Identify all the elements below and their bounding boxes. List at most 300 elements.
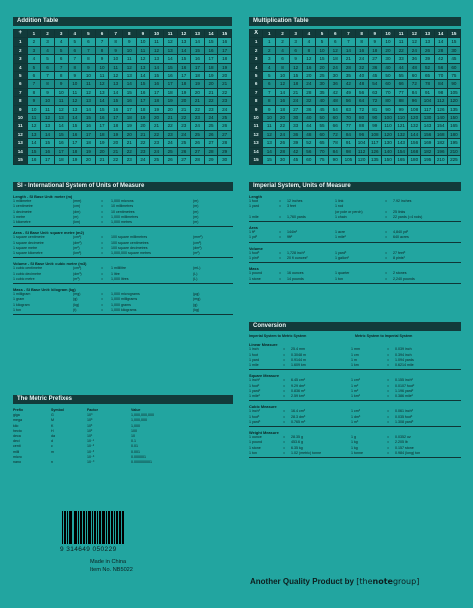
table-cell: 72 bbox=[355, 105, 368, 113]
table-cell: 2 bbox=[27, 38, 41, 46]
table-cell: 24 bbox=[218, 105, 232, 113]
column-header: 10 bbox=[150, 30, 164, 38]
table-cell: 4 bbox=[27, 55, 41, 63]
table-cell: 13 bbox=[150, 55, 164, 63]
table-row bbox=[250, 114, 461, 122]
table-cell: 17 bbox=[123, 105, 137, 113]
table-cell: 72 bbox=[408, 80, 421, 88]
row-header: 5 bbox=[14, 72, 28, 80]
table-cell: 7 bbox=[95, 38, 109, 46]
table-cell: 12 bbox=[329, 46, 342, 54]
table-cell: 15 bbox=[177, 55, 191, 63]
list-item: milli m 10⁻³ 0.001 bbox=[13, 449, 140, 454]
table-cell: 9 bbox=[263, 105, 276, 113]
table-cell: 21 bbox=[123, 139, 137, 147]
table-cell: 144 bbox=[408, 130, 421, 138]
list-item: giga G 10⁹ 1,000,000,000 bbox=[13, 413, 154, 418]
table-cell: 13 bbox=[41, 122, 55, 130]
table-cell: 9 bbox=[54, 80, 68, 88]
table-cell: 11 bbox=[82, 80, 96, 88]
table-cell: 30 bbox=[315, 80, 328, 88]
table-cell: 14 bbox=[191, 38, 205, 46]
table-cell: 39 bbox=[289, 139, 302, 147]
table-cell: 48 bbox=[329, 97, 342, 105]
table-cell: 11 bbox=[109, 63, 123, 71]
table-cell: 45 bbox=[289, 156, 302, 164]
table-cell: 16 bbox=[204, 46, 218, 54]
table-cell: 165 bbox=[447, 122, 460, 130]
table-cell: 40 bbox=[315, 97, 328, 105]
footer-tagline bbox=[250, 577, 419, 586]
table-cell: 126 bbox=[368, 147, 381, 155]
table-cell: 14 bbox=[95, 97, 109, 105]
table-cell: 9 bbox=[109, 46, 123, 54]
table-cell: 6 bbox=[27, 72, 41, 80]
table-cell: 22 bbox=[123, 147, 137, 155]
section-heading: Length - SI Base Unit: meter (m) bbox=[13, 194, 73, 199]
table-cell: 11 bbox=[54, 97, 68, 105]
table-cell: 15 bbox=[191, 46, 205, 54]
table-cell: 99 bbox=[368, 122, 381, 130]
table-cell: 15 bbox=[123, 88, 137, 96]
table-cell: 156 bbox=[408, 139, 421, 147]
row-header: 8 bbox=[250, 97, 263, 105]
table-cell: 195 bbox=[447, 139, 460, 147]
row-header: 6 bbox=[250, 80, 263, 88]
barcode-bar bbox=[76, 511, 77, 544]
table-cell: 24 bbox=[302, 80, 315, 88]
table-cell: 16 bbox=[95, 114, 109, 122]
table-cell: 70 bbox=[315, 147, 328, 155]
row-header: 7 bbox=[14, 88, 28, 96]
list-item: 1 ft² = 144in² 1 acre = 4,840 yd² bbox=[249, 230, 408, 235]
table-cell: 21 bbox=[342, 55, 355, 63]
table-cell: 18 bbox=[276, 105, 289, 113]
table-cell: 36 bbox=[329, 80, 342, 88]
table-cell: 36 bbox=[408, 55, 421, 63]
table-cell: 32 bbox=[302, 97, 315, 105]
table-row bbox=[250, 139, 461, 147]
table-cell: 10 bbox=[381, 38, 394, 46]
barcode-bar bbox=[114, 511, 115, 544]
table-cell: 16 bbox=[163, 72, 177, 80]
table-cell: 14 bbox=[342, 46, 355, 54]
table-cell: 21 bbox=[136, 130, 150, 138]
row-header: 14 bbox=[250, 147, 263, 155]
table-cell: 25 bbox=[191, 130, 205, 138]
table-cell: 84 bbox=[408, 88, 421, 96]
table-cell: 63 bbox=[342, 105, 355, 113]
table-cell: 42 bbox=[342, 80, 355, 88]
table-cell: 17 bbox=[191, 63, 205, 71]
table-row bbox=[14, 122, 232, 130]
list-item: 1 gram (g) = 1,000 milligrams (mg) bbox=[13, 297, 201, 302]
table-cell: 18 bbox=[95, 130, 109, 138]
column-header: 1 bbox=[27, 30, 41, 38]
table-cell: 8 bbox=[41, 80, 55, 88]
table-cell: 10 bbox=[95, 63, 109, 71]
table-cell: 36 bbox=[302, 105, 315, 113]
table-cell: 22 bbox=[204, 97, 218, 105]
table-cell: 96 bbox=[408, 97, 421, 105]
list-item: 1 foot³ = 28.3 dm³ 1 dm³ = 0.035 foot³ bbox=[249, 414, 413, 419]
table-cell: 182 bbox=[434, 139, 447, 147]
column-header: 9 bbox=[136, 30, 150, 38]
list-item: mega M 10⁶ 1,000,000 bbox=[13, 418, 147, 423]
table-cell: 10 bbox=[123, 46, 137, 54]
table-cell: 50 bbox=[315, 114, 328, 122]
table-row bbox=[250, 55, 461, 63]
table-cell: 7 bbox=[82, 46, 96, 54]
list-item: 1 kilogram (kg) = 1,000 grams (g) bbox=[13, 302, 198, 307]
row-header: 10 bbox=[250, 114, 263, 122]
table-cell: 12 bbox=[163, 38, 177, 46]
table-cell: 44 bbox=[395, 63, 408, 71]
table-cell: 15 bbox=[447, 38, 460, 46]
table-cell: 60 bbox=[329, 114, 342, 122]
table-cell: 22 bbox=[395, 46, 408, 54]
table-cell: 25 bbox=[163, 147, 177, 155]
table-corner-symbol: X bbox=[250, 30, 263, 38]
table-row bbox=[14, 46, 232, 54]
table-cell: 132 bbox=[408, 122, 421, 130]
table-cell: 5 bbox=[54, 46, 68, 54]
table-cell: 22 bbox=[191, 105, 205, 113]
table-cell: 19 bbox=[177, 88, 191, 96]
table-row bbox=[14, 55, 232, 63]
list-item: 1 centimetre (cm) = 10 millimetres (m) bbox=[13, 204, 199, 209]
table-cell: 17 bbox=[68, 139, 82, 147]
made-in-label: Made in China bbox=[90, 559, 127, 565]
row-header: 4 bbox=[250, 63, 263, 71]
table-cell: 14 bbox=[177, 46, 191, 54]
table-cell: 6 bbox=[68, 46, 82, 54]
table-cell: 23 bbox=[191, 114, 205, 122]
table-cell: 18 bbox=[218, 55, 232, 63]
table-cell: 64 bbox=[355, 97, 368, 105]
table-cell: 78 bbox=[329, 139, 342, 147]
row-header: 9 bbox=[250, 105, 263, 113]
table-cell: 121 bbox=[395, 122, 408, 130]
table-cell: 26 bbox=[218, 122, 232, 130]
table-cell: 17 bbox=[204, 55, 218, 63]
table-cell: 75 bbox=[315, 156, 328, 164]
table-cell: 18 bbox=[368, 46, 381, 54]
table-cell: 18 bbox=[68, 147, 82, 155]
table-cell: 17 bbox=[218, 46, 232, 54]
row-header: 3 bbox=[250, 55, 263, 63]
table-cell: 15 bbox=[315, 55, 328, 63]
table-cell: 8 bbox=[263, 97, 276, 105]
table-cell: 14 bbox=[41, 130, 55, 138]
table-cell: 2 bbox=[263, 46, 276, 54]
table-cell: 30 bbox=[276, 156, 289, 164]
table-cell: 16 bbox=[177, 63, 191, 71]
barcode bbox=[62, 511, 125, 544]
table-cell: 12 bbox=[54, 105, 68, 113]
table-cell: 66 bbox=[329, 122, 342, 130]
table-cell: 16 bbox=[123, 97, 137, 105]
table-cell: 25 bbox=[177, 139, 191, 147]
table-cell: 4 bbox=[302, 38, 315, 46]
table-cell: 110 bbox=[381, 122, 394, 130]
table-cell: 90 bbox=[329, 156, 342, 164]
row-header: 13 bbox=[250, 139, 263, 147]
list-item: 1 millimetre (mm) = 1,000 microns (m) bbox=[13, 199, 199, 204]
table-row bbox=[250, 130, 461, 138]
table-cell: 12 bbox=[136, 55, 150, 63]
table-cell: 10 bbox=[82, 72, 96, 80]
table-row bbox=[14, 97, 232, 105]
table-cell: 120 bbox=[355, 156, 368, 164]
product-info bbox=[90, 558, 133, 574]
table-cell: 22 bbox=[136, 139, 150, 147]
table-cell: 22 bbox=[163, 122, 177, 130]
table-cell: 14 bbox=[123, 80, 137, 88]
table-cell: 20 bbox=[302, 72, 315, 80]
table-cell: 12 bbox=[68, 97, 82, 105]
table-cell: 210 bbox=[434, 156, 447, 164]
table-cell: 135 bbox=[368, 156, 381, 164]
table-cell: 60 bbox=[381, 80, 394, 88]
column-header: 5 bbox=[315, 30, 328, 38]
table-row bbox=[14, 63, 232, 71]
table-cell: 12 bbox=[41, 114, 55, 122]
table-cell: 88 bbox=[355, 122, 368, 130]
table-cell: 33 bbox=[395, 55, 408, 63]
table-cell: 14 bbox=[54, 122, 68, 130]
list-item: 1 yard³ = 0.765 m³ 1 m³ = 1.308 yard³ bbox=[249, 419, 414, 424]
table-cell: 17 bbox=[136, 97, 150, 105]
table-cell: 39 bbox=[421, 55, 434, 63]
table-cell: 6 bbox=[289, 46, 302, 54]
table-cell: 22 bbox=[177, 114, 191, 122]
table-cell: 23 bbox=[204, 105, 218, 113]
table-cell: 13 bbox=[136, 63, 150, 71]
column-header: 4 bbox=[302, 30, 315, 38]
table-cell: 10 bbox=[68, 80, 82, 88]
table-cell: 26 bbox=[163, 156, 177, 164]
table-row bbox=[250, 88, 461, 96]
table-cell: 19 bbox=[218, 63, 232, 71]
table-cell: 15 bbox=[263, 156, 276, 164]
table-cell: 13 bbox=[68, 105, 82, 113]
table-cell: 20 bbox=[315, 63, 328, 71]
table-cell: 16 bbox=[41, 147, 55, 155]
table-cell: 8 bbox=[68, 63, 82, 71]
list-item: 1 stone = 14 pounds 1 ton = 2,240 pounds bbox=[249, 276, 415, 281]
table-cell: 12 bbox=[263, 130, 276, 138]
table-cell: 23 bbox=[136, 147, 150, 155]
table-row bbox=[250, 122, 461, 130]
list-item: kilo K 10³ 1,000 bbox=[13, 423, 140, 428]
list-item: (or pole or perch) = 25 links bbox=[335, 209, 406, 214]
table-cell: 29 bbox=[204, 156, 218, 164]
table-cell: 22 bbox=[109, 156, 123, 164]
table-cell: 26 bbox=[177, 147, 191, 155]
table-cell: 5 bbox=[315, 38, 328, 46]
table-row bbox=[14, 80, 232, 88]
column-header: 12 bbox=[177, 30, 191, 38]
table-cell: 3 bbox=[41, 38, 55, 46]
table-cell: 12 bbox=[289, 63, 302, 71]
table-cell: 19 bbox=[95, 139, 109, 147]
table-cell: 65 bbox=[421, 72, 434, 80]
column-header: 14 bbox=[434, 30, 447, 38]
row-header: 4 bbox=[14, 63, 28, 71]
table-cell: 35 bbox=[315, 88, 328, 96]
column-header: 2 bbox=[276, 30, 289, 38]
row-header: 12 bbox=[250, 130, 263, 138]
table-cell: 108 bbox=[368, 130, 381, 138]
brand-logo: [thenotegroup] bbox=[356, 577, 420, 586]
table-cell: 11 bbox=[27, 114, 41, 122]
barcode-bar bbox=[67, 511, 68, 544]
table-cell: 23 bbox=[163, 130, 177, 138]
table-cell: 143 bbox=[421, 122, 434, 130]
table-cell: 16 bbox=[276, 97, 289, 105]
table-cell: 24 bbox=[289, 97, 302, 105]
table-cell: 28 bbox=[204, 147, 218, 155]
table-cell: 65 bbox=[315, 139, 328, 147]
table-cell: 154 bbox=[395, 147, 408, 155]
table-cell: 12 bbox=[408, 38, 421, 46]
table-cell: 19 bbox=[123, 122, 137, 130]
table-cell: 91 bbox=[342, 139, 355, 147]
table-cell: 20 bbox=[218, 72, 232, 80]
table-cell: 9 bbox=[41, 88, 55, 96]
table-cell: 3 bbox=[263, 55, 276, 63]
list-item: 1 inch = 25.4 mm 1 mm = 0.039 inch bbox=[249, 347, 412, 352]
table-cell: 168 bbox=[408, 147, 421, 155]
table-cell: 15 bbox=[289, 72, 302, 80]
barcode-number: 9 314649 050229 bbox=[60, 546, 117, 553]
table-cell: 24 bbox=[177, 130, 191, 138]
list-item: deca da 10¹ 10 bbox=[13, 434, 135, 439]
table-cell: 6 bbox=[276, 55, 289, 63]
list-item: 1 square kilometre (km²) = 1,000,000 square metres (m²) bbox=[13, 251, 200, 256]
table-cell: 78 bbox=[421, 80, 434, 88]
table-cell: 196 bbox=[434, 147, 447, 155]
column-header: 2 bbox=[41, 30, 55, 38]
table-cell: 29 bbox=[218, 147, 232, 155]
table-cell: 60 bbox=[315, 130, 328, 138]
addition-grid bbox=[13, 29, 232, 165]
column-header: 7 bbox=[109, 30, 123, 38]
row-header: 1 bbox=[14, 38, 28, 46]
row-header: 9 bbox=[14, 105, 28, 113]
addition-table-panel bbox=[13, 17, 232, 165]
list-item: micro 10⁻⁶ 0.000001 bbox=[13, 454, 146, 459]
table-cell: 130 bbox=[421, 114, 434, 122]
list-item: 1 square decimetre (dm²) = 100 square centimetres (cm²) bbox=[13, 240, 202, 245]
table-cell: 18 bbox=[123, 114, 137, 122]
table-cell: 13 bbox=[163, 46, 177, 54]
table-cell: 66 bbox=[395, 80, 408, 88]
list-item: 1 ton (t) = 1,000 kilograms (kg) bbox=[13, 307, 200, 312]
table-cell: 19 bbox=[150, 105, 164, 113]
table-cell: 91 bbox=[421, 88, 434, 96]
table-cell: 8 bbox=[95, 46, 109, 54]
table-cell: 12 bbox=[150, 46, 164, 54]
row-header: 8 bbox=[14, 97, 28, 105]
table-cell: 120 bbox=[408, 114, 421, 122]
table-cell: 10 bbox=[54, 88, 68, 96]
table-cell: 9 bbox=[27, 97, 41, 105]
row-header: 6 bbox=[14, 80, 28, 88]
table-cell: 180 bbox=[408, 156, 421, 164]
table-cell: 10 bbox=[41, 97, 55, 105]
table-cell: 18 bbox=[150, 97, 164, 105]
column-header: 3 bbox=[54, 30, 68, 38]
table-cell: 15 bbox=[95, 105, 109, 113]
table-cell: 60 bbox=[408, 72, 421, 80]
table-cell: 22 bbox=[150, 130, 164, 138]
column-header: 12 bbox=[408, 30, 421, 38]
table-cell: 19 bbox=[68, 156, 82, 164]
table-cell: 52 bbox=[421, 63, 434, 71]
table-cell: 8 bbox=[302, 46, 315, 54]
table-row bbox=[14, 139, 232, 147]
list-item: 1 square centimetre (cm²) = 100 square millimetres (mm²) bbox=[13, 235, 203, 240]
table-cell: 18 bbox=[204, 63, 218, 71]
table-cell: 18 bbox=[177, 80, 191, 88]
table-cell: 154 bbox=[434, 122, 447, 130]
list-item: hecto H 10² 100 bbox=[13, 428, 137, 433]
table-cell: 140 bbox=[381, 147, 394, 155]
table-cell: 21 bbox=[289, 88, 302, 96]
table-cell: 15 bbox=[41, 139, 55, 147]
table-cell: 16 bbox=[191, 55, 205, 63]
table-cell: 60 bbox=[302, 156, 315, 164]
list-item: 1 cubic metre (m³) = 1,000 litres (L) bbox=[13, 276, 198, 281]
table-cell: 17 bbox=[177, 72, 191, 80]
table-cell: 16 bbox=[218, 38, 232, 46]
table-cell: 140 bbox=[434, 114, 447, 122]
table-cell: 8 bbox=[109, 38, 123, 46]
table-cell: 19 bbox=[82, 147, 96, 155]
barcode-bar bbox=[95, 511, 96, 544]
item-number: Item No. NB5022 bbox=[90, 567, 133, 573]
table-cell: 11 bbox=[150, 38, 164, 46]
row-header: 15 bbox=[14, 156, 28, 164]
table-cell: 45 bbox=[315, 105, 328, 113]
table-cell: 2 bbox=[276, 38, 289, 46]
table-cell: 32 bbox=[355, 63, 368, 71]
table-cell: 13 bbox=[123, 72, 137, 80]
table-row bbox=[14, 114, 232, 122]
row-header: 2 bbox=[250, 46, 263, 54]
table-cell: 25 bbox=[218, 114, 232, 122]
column-header: 5 bbox=[82, 30, 96, 38]
multiplication-table-title: Multiplication Table bbox=[249, 17, 461, 26]
table-cell: 20 bbox=[109, 139, 123, 147]
table-cell: 70 bbox=[434, 72, 447, 80]
table-cell: 4 bbox=[263, 63, 276, 71]
table-cell: 23 bbox=[150, 139, 164, 147]
metric-prefixes-panel bbox=[13, 395, 233, 465]
table-cell: 15 bbox=[136, 80, 150, 88]
table-cell: 5 bbox=[263, 72, 276, 80]
table-cell: 24 bbox=[150, 147, 164, 155]
addition-table-title: Addition Table bbox=[13, 17, 232, 26]
table-cell: 30 bbox=[381, 55, 394, 63]
table-cell: 26 bbox=[191, 139, 205, 147]
table-row bbox=[250, 38, 461, 46]
table-cell: 104 bbox=[421, 97, 434, 105]
table-row bbox=[14, 72, 232, 80]
table-cell: 72 bbox=[329, 130, 342, 138]
